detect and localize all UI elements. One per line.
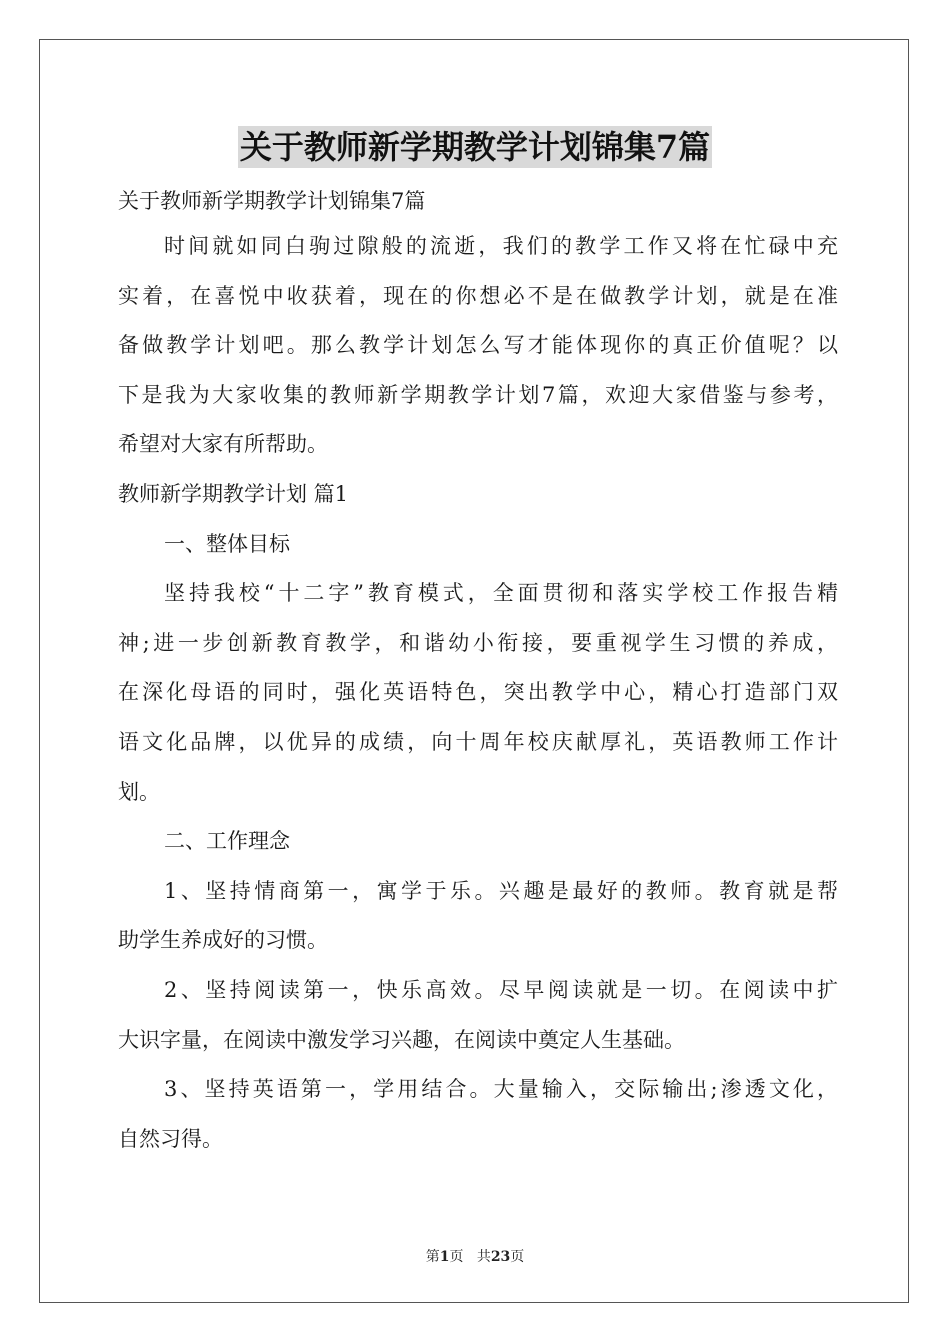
document-body [118, 180, 838, 1164]
goal-line-4: 语文化品牌，以优异的成绩，向十周年校庆献厚礼，英语教师工作计 [118, 729, 838, 754]
item3-line-2: 自然习得。 [118, 1126, 223, 1151]
intro-line-3: 备做教学计划吧。那么教学计划怎么写才能体现你的真正价值呢？以 [118, 333, 838, 358]
intro-line-5: 希望对大家有所帮助。 [118, 432, 328, 457]
total-pages: 23 [490, 1249, 511, 1265]
goal-line-1: 坚持我校“十二字”教育模式，全面贯彻和落实学校工作报告精 [164, 581, 838, 606]
intro-line-4: 下是我为大家收集的教师新学期教学计划7篇，欢迎大家借鉴与参考， [118, 382, 838, 407]
total-prefix: 共 [476, 1249, 491, 1265]
intro-line-2: 实着，在喜悦中收获着，现在的你想必不是在做教学计划，就是在准 [118, 283, 838, 308]
page-number: 1 [439, 1249, 450, 1265]
document-subtitle: 关于教师新学期教学计划锦集7篇 [118, 189, 426, 213]
total-suffix: 页 [510, 1249, 525, 1265]
item1-line-2: 助学生养成好的习惯。 [118, 928, 328, 953]
intro-line-1: 时间就如同白驹过隙般的流逝，我们的教学工作又将在忙碌中充 [164, 234, 838, 258]
goal-line-3: 在深化母语的同时，强化英语特色，突出教学中心，精心打造部门双 [118, 680, 838, 705]
heading-overall-goal: 一、整体目标 [164, 531, 290, 556]
item2-line-1: 2、坚持阅读第一，快乐高效。尽早阅读就是一切。在阅读中扩 [164, 977, 838, 1002]
item3-line-1: 3、坚持英语第一，学用结合。大量输入，交际输出;渗透文化， [164, 1077, 838, 1102]
section-heading: 教师新学期教学计划 篇1 [118, 481, 349, 506]
goal-line-5: 划。 [118, 779, 160, 804]
item2-line-2: 大识字量，在阅读中激发学习兴趣，在阅读中奠定人生基础。 [118, 1027, 685, 1052]
page-footer [0, 1246, 950, 1266]
document-title: 关于教师新学期教学计划锦集7篇 [239, 128, 711, 166]
page-suffix: 页 [449, 1249, 464, 1265]
goal-line-2: 神;进一步创新教育教学，和谐幼小衔接，要重视学生习惯的养成， [118, 630, 838, 655]
heading-work-philosophy: 二、工作理念 [164, 829, 290, 854]
title-area [0, 126, 950, 168]
item1-line-1: 1、坚持情商第一，寓学于乐。兴趣是最好的教师。教育就是帮 [164, 878, 838, 903]
page-prefix: 第 [425, 1249, 440, 1265]
